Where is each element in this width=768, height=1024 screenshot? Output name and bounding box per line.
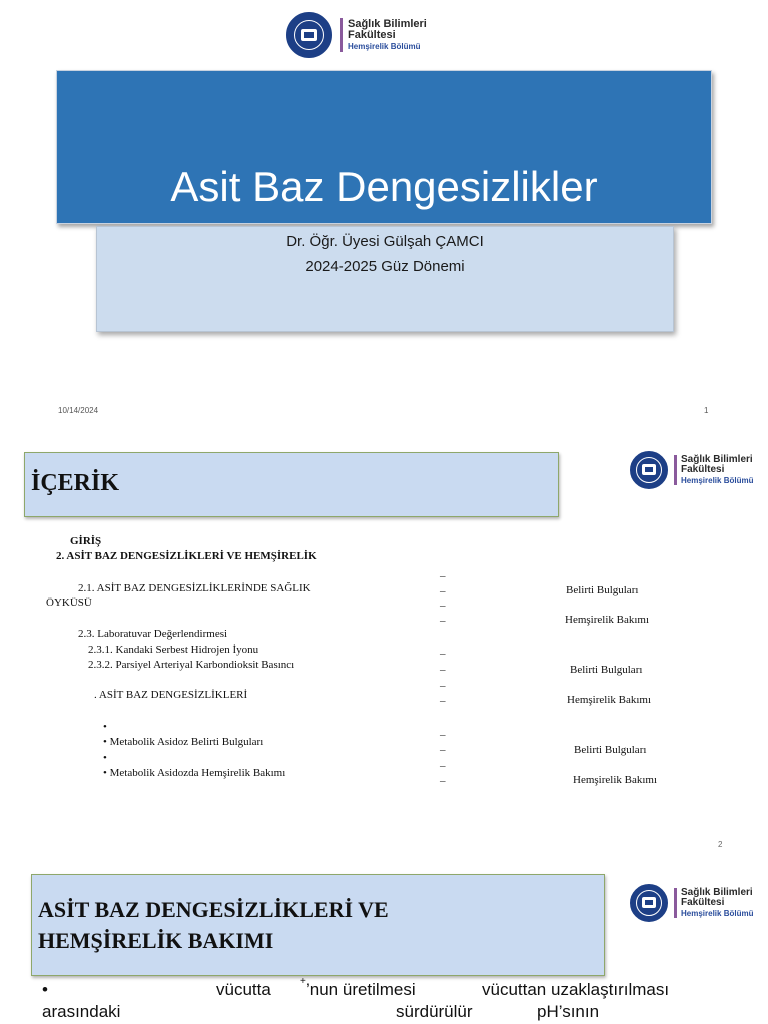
body-text: vücuttan uzaklaştırılması bbox=[482, 980, 670, 999]
logo-line-2: Fakültesi bbox=[348, 29, 396, 42]
toc-item-2-3-2: 2.3.2. Parsiyel Arteriyal Karbondioksit Basıncı bbox=[88, 659, 295, 671]
faculty-logo bbox=[286, 12, 427, 58]
toc-dash: – bbox=[440, 648, 446, 660]
toc-dash: – bbox=[440, 760, 446, 772]
toc-belirti-bulgulari: Belirti Bulguları bbox=[566, 584, 639, 596]
logo-line-3: Hemşirelik Bölümü bbox=[348, 41, 421, 51]
slide-number: 2 bbox=[718, 840, 723, 849]
toc-section-2: 2. ASİT BAZ DENGESİZLİKLERİ VE HEMŞİRELİK bbox=[56, 550, 317, 562]
logo-line-2: Fakültesi bbox=[681, 464, 725, 476]
section-heading-line-2: HEMŞİRELİK BAKIMI bbox=[38, 928, 274, 953]
logo-text bbox=[681, 455, 753, 485]
section-heading-line-1: ASİT BAZ DENGESİZLİKLERİ VE bbox=[38, 897, 389, 922]
toc-item-2-1: 2.1. ASİT BAZ DENGESİZLİKLERİNDE SAĞLIK bbox=[78, 582, 311, 594]
toc-belirti-bulgulari: Belirti Bulguları bbox=[574, 744, 647, 756]
body-text: sürdürülür bbox=[396, 1002, 473, 1021]
toc-bullet-ma-belirti: • Metabolik Asidoz Belirti Bulguları bbox=[103, 736, 264, 748]
logo-line-3: Hemşirelik Bölümü bbox=[681, 475, 754, 485]
body-text: vücutta bbox=[216, 980, 271, 999]
faculty-logo bbox=[630, 884, 753, 922]
logo-text bbox=[348, 19, 427, 51]
body-text: arasındaki bbox=[42, 1002, 121, 1021]
toc-item-2-1-cont: ÖYKÜSÜ bbox=[46, 597, 92, 609]
toc-dash: – bbox=[440, 570, 446, 582]
toc-hemsirelik-bakimi: Hemşirelik Bakımı bbox=[567, 694, 652, 706]
university-seal-icon bbox=[286, 12, 332, 58]
logo-line-1: Sağlık Bilimleri bbox=[681, 453, 753, 465]
toc-bullet-ma-bakim: • Metabolik Asidozda Hemşirelik Bakımı bbox=[103, 767, 286, 779]
logo-divider bbox=[674, 455, 677, 485]
toc-dash: – bbox=[440, 664, 446, 676]
toc-item-2-3: 2.3. Laboratuvar Değerlendirmesi bbox=[78, 628, 228, 640]
contents-heading-box bbox=[24, 452, 559, 517]
toc-dash: – bbox=[440, 744, 446, 756]
university-seal-icon bbox=[630, 884, 668, 922]
body-text: ’nun üretilmesi bbox=[306, 980, 416, 999]
logo-line-3: Hemşirelik Bölümü bbox=[681, 908, 754, 918]
body-bullet: • bbox=[42, 980, 48, 999]
toc-dash: – bbox=[440, 615, 446, 627]
logo-line-1: Sağlık Bilimleri bbox=[681, 886, 753, 898]
toc-bullet-empty: • bbox=[103, 721, 107, 733]
logo-line-1: Sağlık Bilimleri bbox=[348, 17, 427, 30]
toc-dash: – bbox=[440, 729, 446, 741]
toc-section-asit: . ASİT BAZ DENGESİZLİKLERİ bbox=[94, 689, 248, 701]
toc-belirti-bulgulari: Belirti Bulguları bbox=[570, 664, 643, 676]
toc-dash: – bbox=[440, 600, 446, 612]
university-seal-icon bbox=[630, 451, 668, 489]
logo-divider bbox=[340, 18, 343, 52]
slide-date: 10/14/2024 bbox=[58, 406, 99, 415]
subtitle-box bbox=[96, 226, 674, 332]
logo-divider bbox=[674, 888, 677, 918]
toc-item-2-3-1: 2.3.1. Kandaki Serbest Hidrojen İyonu bbox=[88, 644, 259, 656]
toc-bullet-empty: • bbox=[103, 752, 107, 764]
body-text: pH’sının bbox=[537, 1002, 600, 1021]
logo-text bbox=[681, 888, 753, 918]
logo-line-2: Fakültesi bbox=[681, 897, 725, 909]
toc-dash: – bbox=[440, 585, 446, 597]
contents-heading: İÇERİK bbox=[31, 470, 120, 496]
toc-giris: GİRİŞ bbox=[70, 535, 102, 547]
toc-dash: – bbox=[440, 695, 446, 707]
title-box bbox=[56, 70, 712, 224]
term-label: 2024-2025 Güz Dönemi bbox=[305, 258, 465, 275]
faculty-logo bbox=[630, 451, 753, 489]
slide-title: Asit Baz Dengesizlikler bbox=[170, 163, 598, 210]
body-superscript: + bbox=[300, 976, 306, 987]
slide-number: 1 bbox=[704, 406, 709, 415]
section-heading-box bbox=[31, 874, 605, 976]
toc-hemsirelik-bakimi: Hemşirelik Bakımı bbox=[565, 614, 650, 626]
toc-dash: – bbox=[440, 775, 446, 787]
toc-dash: – bbox=[440, 680, 446, 692]
author-name: Dr. Öğr. Üyesi Gülşah ÇAMCI bbox=[286, 233, 484, 250]
toc-hemsirelik-bakimi: Hemşirelik Bakımı bbox=[573, 774, 658, 786]
